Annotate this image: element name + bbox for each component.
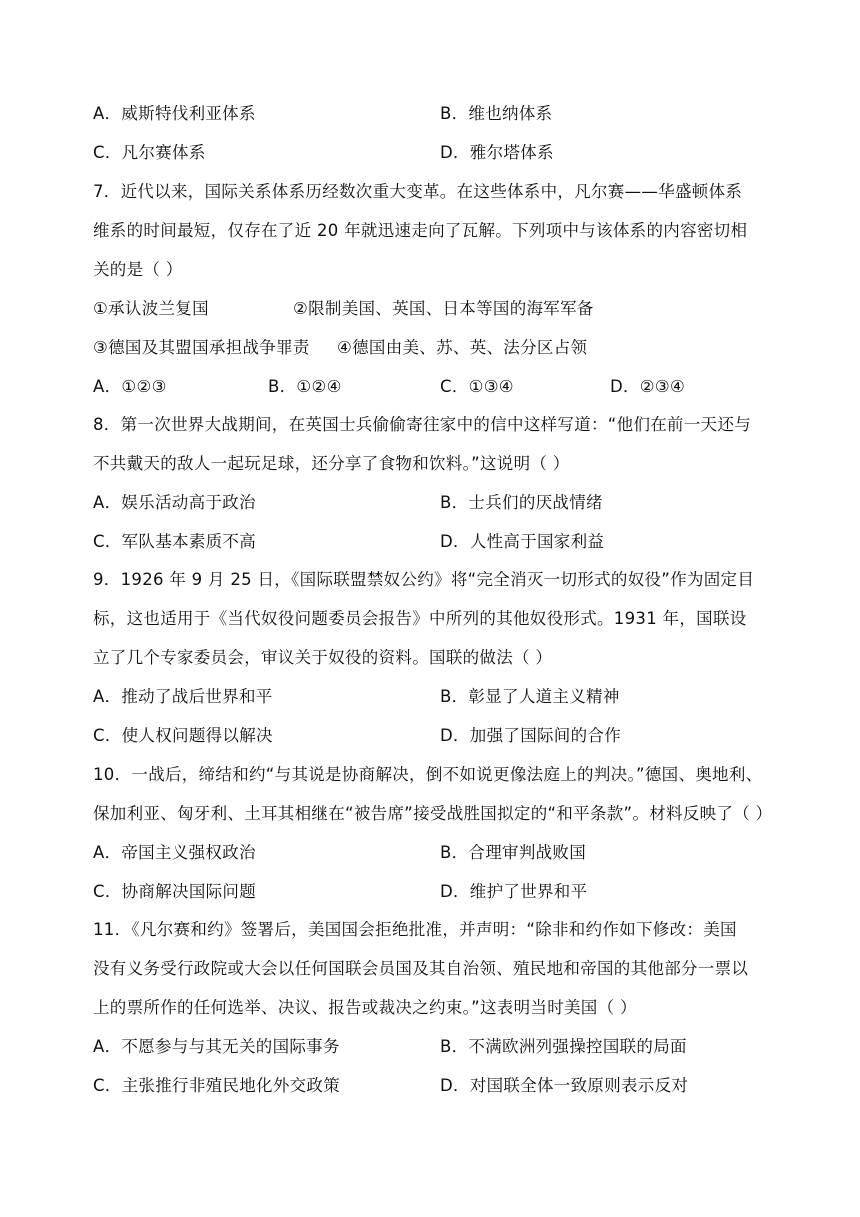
q11-option-d[interactable]: D．对国联全体一致原则表示反对 — [440, 1076, 689, 1095]
q7-item-2: ②限制美国、英国、日本等国的海军军备 — [293, 299, 594, 318]
q6-option-a[interactable]: A．威斯特伐利亚体系 — [93, 104, 256, 123]
q10-option-b[interactable]: B．合理审判战败国 — [440, 843, 587, 862]
q8-option-c[interactable]: C．军队基本素质不高 — [93, 532, 257, 551]
q9-option-b[interactable]: B．彰显了人道主义精神 — [440, 687, 620, 706]
q10-option-d[interactable]: D．维护了世界和平 — [440, 882, 588, 901]
q9-option-d[interactable]: D．加强了国际间的合作 — [440, 726, 622, 745]
q11-option-c[interactable]: C．主张推行非殖民地化外交政策 — [93, 1076, 341, 1095]
q6-option-b[interactable]: B．维也纳体系 — [440, 104, 553, 123]
q11-stem-line-1: 11．《凡尔赛和约》签署后，美国国会拒绝批准，并声明：“除非和约作如下修改：美国 — [93, 920, 737, 939]
q7-item-4: ④德国由美、苏、英、法分区占领 — [337, 338, 588, 357]
q8-option-a[interactable]: A．娱乐活动高于政治 — [93, 493, 256, 512]
q9-stem-line-3: 立了几个专家委员会，审议关于奴役的资料。国联的做法（ ） — [93, 648, 553, 667]
q11-stem-line-3: 上的票所作的任何选举、决议、报告或裁决之约束。”这表明当时美国（ ） — [93, 998, 637, 1017]
q9-stem-line-2: 标，这也适用于《当代奴役问题委员会报告》中所列的其他奴役形式。1931 年，国联设 — [93, 609, 747, 628]
q6-option-c[interactable]: C．凡尔赛体系 — [93, 143, 206, 162]
q10-stem-line-2: 保加利亚、匈牙利、土耳其相继在“被告席”接受战胜国拟定的“和平条款”。材料反映了（ ） — [93, 804, 773, 823]
q7-stem-line-2: 维系的时间最短，仅存在了近 20 年就迅速走向了瓦解。下列项中与该体系的内容密切相 — [93, 221, 748, 240]
q8-option-b[interactable]: B．士兵们的厌战情绪 — [440, 493, 603, 512]
q8-option-d[interactable]: D．人性高于国家利益 — [440, 532, 605, 551]
q7-option-c[interactable]: C．①③④ — [440, 377, 514, 396]
q10-stem-line-1: 10．一战后，缔结和约“与其说是协商解决，倒不如说更像法庭上的判决。”德国、奥地利、 — [93, 765, 763, 784]
q7-item-3: ③德国及其盟国承担战争罪责 — [93, 338, 310, 357]
q7-option-d[interactable]: D．②③④ — [610, 377, 686, 396]
q9-option-c[interactable]: C．使人权问题得以解决 — [93, 726, 273, 745]
q11-option-a[interactable]: A．不愿参与与其无关的国际事务 — [93, 1037, 340, 1056]
q8-stem-line-2: 不共戴天的敌人一起玩足球，还分享了食物和饮料。”这说明（ ） — [93, 454, 570, 473]
q8-stem-line-1: 8．第一次世界大战期间，在英国士兵偷偷寄往家中的信中这样写道：“他们在前一天还与 — [93, 415, 752, 434]
q11-option-b[interactable]: B．不满欧洲列强操控国联的局面 — [440, 1037, 687, 1056]
q7-item-1: ①承认波兰复国 — [93, 299, 209, 318]
q10-option-c[interactable]: C．协商解决国际问题 — [93, 882, 257, 901]
q10-option-a[interactable]: A．帝国主义强权政治 — [93, 843, 256, 862]
q7-option-a[interactable]: A．①②③ — [93, 377, 167, 396]
q7-stem-line-3: 关的是（ ） — [93, 260, 183, 279]
q7-option-b[interactable]: B．①②④ — [268, 377, 342, 396]
q9-stem-line-1: 9．1926 年 9 月 25 日，《国际联盟禁奴公约》将“完全消灭一切形式的奴役”作为固定目 — [93, 570, 755, 589]
q9-option-a[interactable]: A．推动了战后世界和平 — [93, 687, 273, 706]
q7-stem-line-1: 7．近代以来，国际关系体系历经数次重大变革。在这些体系中，凡尔赛——华盛顿体系 — [93, 182, 743, 201]
q6-option-d[interactable]: D．雅尔塔体系 — [440, 143, 554, 162]
q11-stem-line-2: 没有义务受行政院或大会以任何国联会员国及其自治领、殖民地和帝国的其他部分一票以 — [93, 959, 749, 978]
